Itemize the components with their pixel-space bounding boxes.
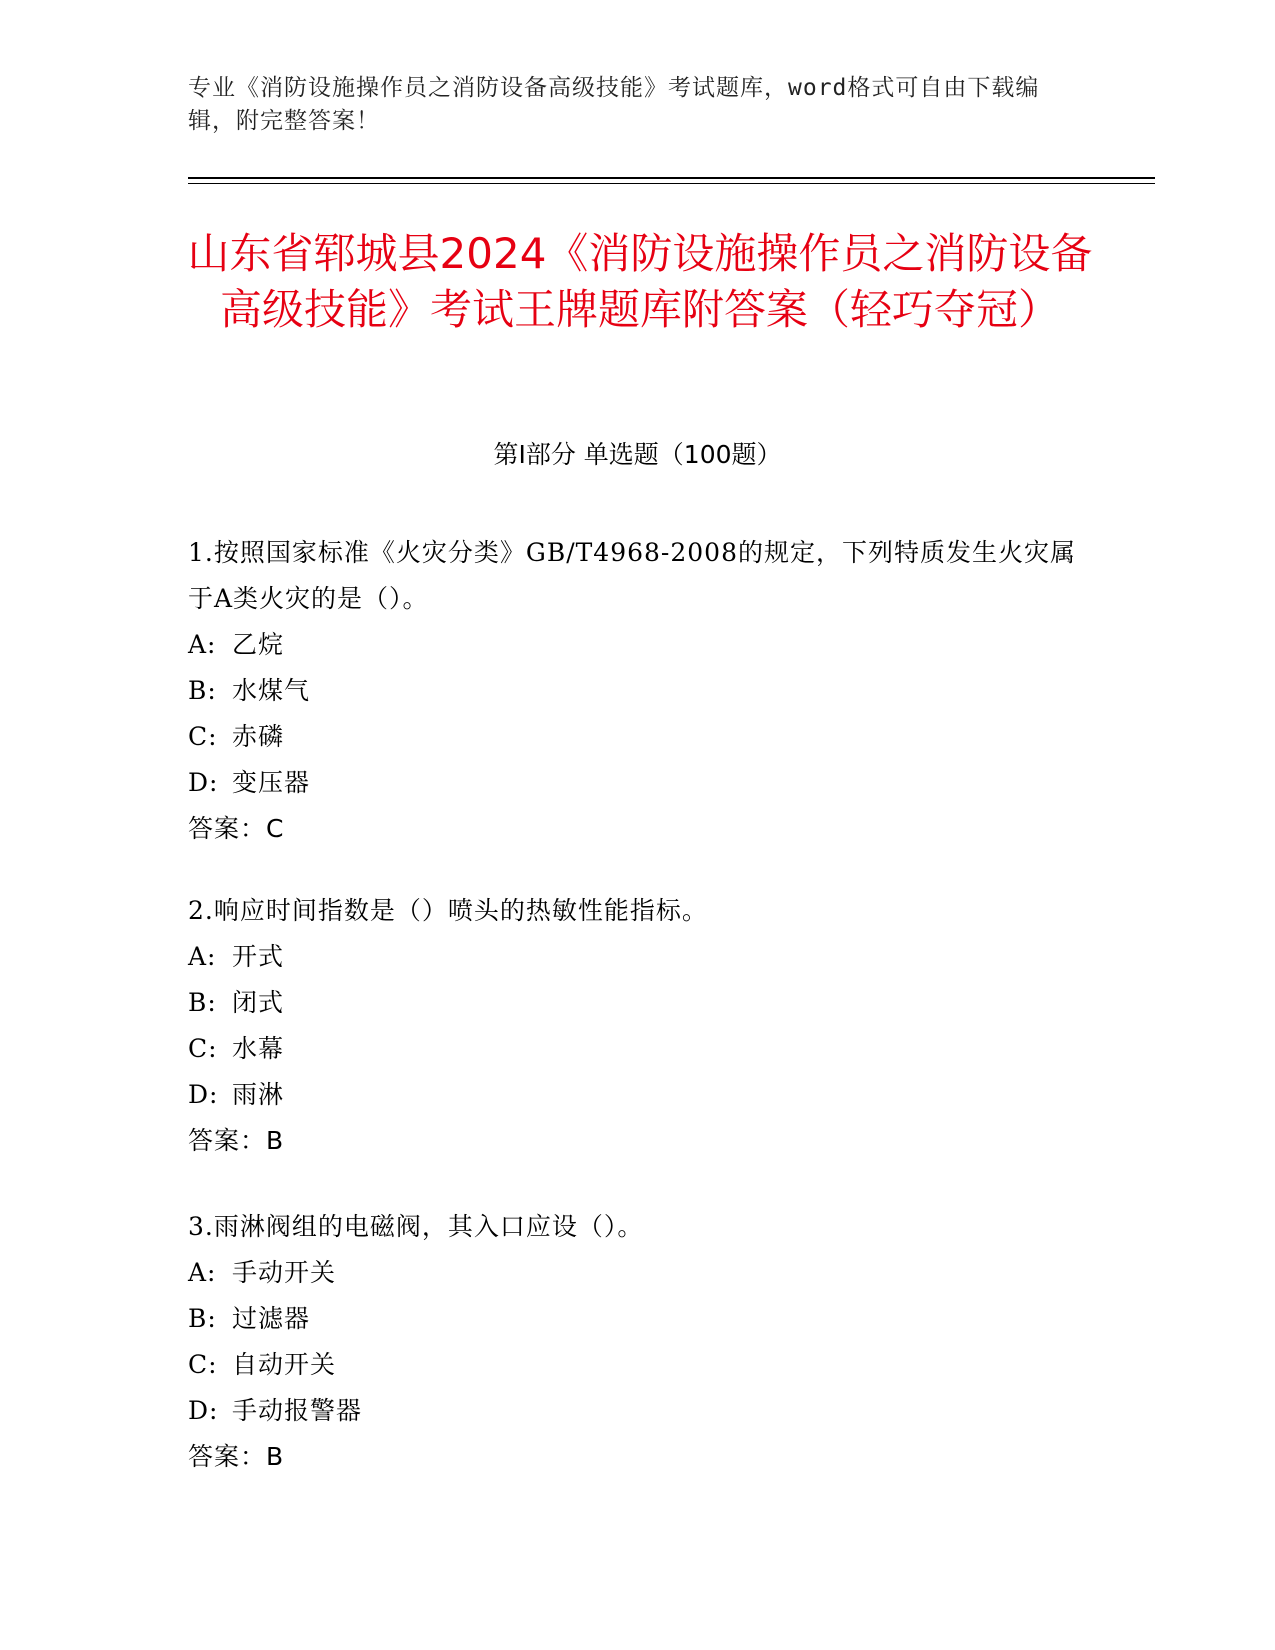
option-label: D: [188,1080,219,1109]
header-note: 专业《消防设施操作员之消防设备高级技能》考试题库，word格式可自由下载编辑，附完整答案！ [188,75,1040,134]
option-text: 手动开关 [232,1258,337,1287]
option-text: 水煤气 [232,676,311,705]
option-label: B: [188,1304,217,1333]
option-text: 水幕 [232,1034,285,1063]
question-stem: 1.按照国家标准《火灾分类》GB/T4968-2008的规定，下列特质发生火灾属于A类火灾的是（）。 [188,538,1076,613]
question-3 [188,1204,1088,1480]
answer: 答案：B [188,1126,285,1155]
question-stem: 2.响应时间指数是（）喷头的热敏性能指标。 [188,896,708,925]
option-a [188,934,1088,980]
option-text: 开式 [232,942,285,971]
option-c [188,1026,1088,1072]
header-rule-thick [188,177,1155,179]
option-label: C: [188,1034,218,1063]
option-label: D: [188,768,219,797]
question-1 [188,530,1088,852]
option-text: 闭式 [232,988,285,1017]
option-text: 雨淋 [232,1080,285,1109]
answer: 答案：C [188,814,285,843]
option-text: 乙烷 [232,630,285,659]
option-text: 变压器 [232,768,311,797]
option-b [188,1296,1088,1342]
option-label: C: [188,722,218,751]
option-label: A: [188,630,217,659]
question-2 [188,888,1088,1164]
option-b [188,668,1088,714]
header-rule-thin [188,183,1155,184]
option-b [188,980,1088,1026]
answer: 答案：B [188,1442,285,1471]
option-label: B: [188,676,217,705]
option-d [188,1388,1088,1434]
document-title: 山东省郓城县2024《消防设施操作员之消防设备高级技能》考试王牌题库附答案（轻巧夺冠） [187,229,1093,334]
option-label: D: [188,1396,219,1425]
option-d [188,1072,1088,1118]
section-heading: 第Ⅰ部分 单选题（100题） [493,440,782,469]
question-stem: 3.雨淋阀组的电磁阀，其入口应设（）。 [188,1212,644,1241]
option-label: A: [188,1258,217,1287]
option-label: B: [188,988,217,1017]
option-d [188,760,1088,806]
option-text: 自动开关 [232,1350,337,1379]
option-label: C: [188,1350,218,1379]
option-text: 过滤器 [232,1304,311,1333]
option-a [188,1250,1088,1296]
option-c [188,714,1088,760]
option-c [188,1342,1088,1388]
option-a [188,622,1088,668]
option-text: 手动报警器 [232,1396,363,1425]
option-label: A: [188,942,217,971]
option-text: 赤磷 [232,722,285,751]
